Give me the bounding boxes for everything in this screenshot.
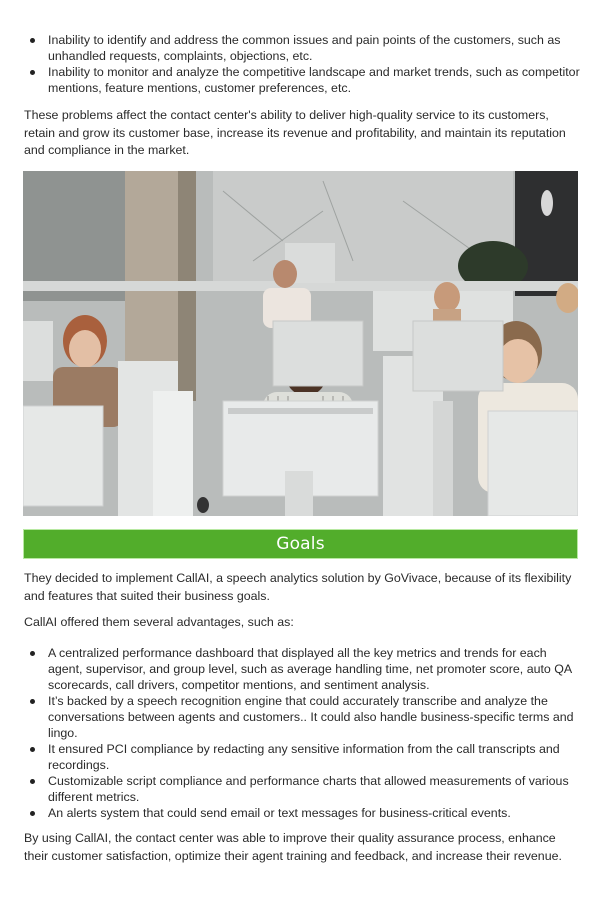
list-item: It’s backed by a speech recognition engine that could accurately transcribe and analyze the conversations between agents and customers.. It could also handle business-specific terms and lingo. [0, 693, 600, 741]
list-item: Inability to identify and address the common issues and pain points of the customers, such as unhandled requests, complaints, objections, etc. [0, 32, 600, 64]
list-item: An alerts system that could send email or text messages for business-critical events. [0, 805, 600, 821]
problems-summary: These problems affect the contact center's ability to deliver high-quality service to its customers, retain and grow its customer base, increase its revenue and profitability, and maintain its reputation and compliance in the market. [24, 108, 566, 157]
advantages-list [0, 645, 600, 821]
goals-lead: CallAI offered them several advantages, such as: [24, 615, 294, 629]
conclusion-paragraph: By using CallAI, the contact center was able to improve their quality assurance process, enhance their customer satisfaction, optimize their agent training and feedback, and increase their revenue. [24, 831, 562, 863]
call-center-photo [23, 171, 578, 516]
goals-intro: They decided to implement CallAI, a speech analytics solution by GoVivace, because of its flexibility and features that suited their business goals. [24, 571, 572, 603]
goals-section-heading [23, 529, 578, 559]
call-center-image [23, 171, 578, 516]
problems-list [0, 32, 600, 96]
goals-heading-text: Goals [276, 534, 325, 554]
list-item: A centralized performance dashboard that displayed all the key metrics and trends for each agent, supervisor, and group level, such as average handling time, net promoter score, auto QA scorecards, call drivers, competitor mentions, and sentiment analysis. [0, 645, 600, 693]
list-item: Customizable script compliance and performance charts that allowed measurements of various different metrics. [0, 773, 600, 805]
list-item: Inability to monitor and analyze the competitive landscape and market trends, such as competitor mentions, feature mentions, customer preferences, etc. [0, 64, 600, 96]
list-item: It ensured PCI compliance by redacting any sensitive information from the call transcripts and recordings. [0, 741, 600, 773]
